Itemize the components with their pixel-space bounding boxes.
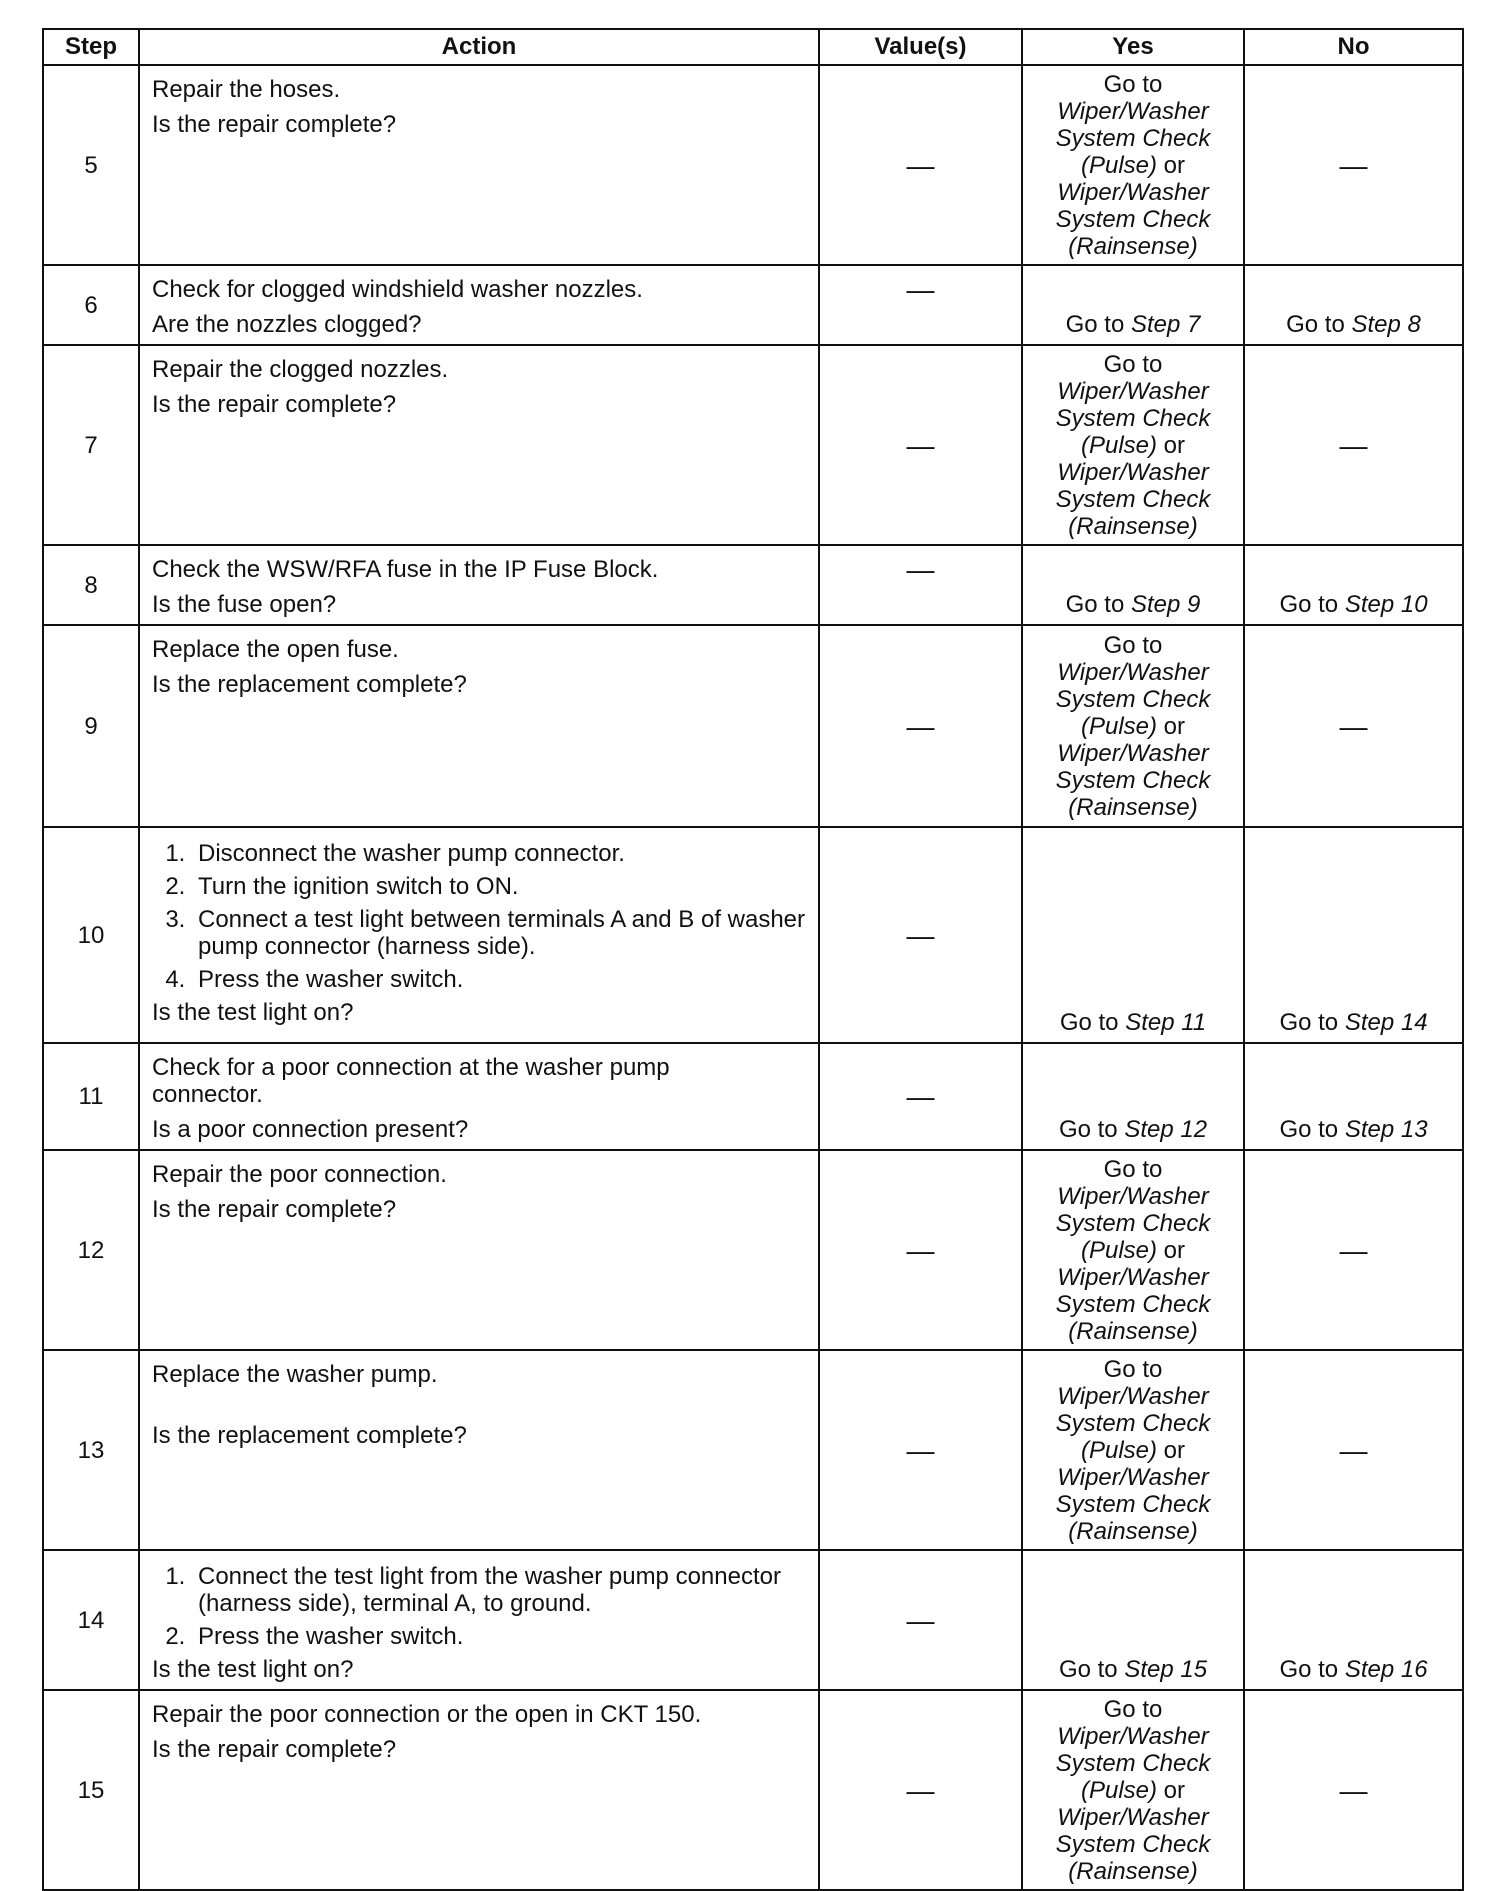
- goto-system-check: [1027, 1356, 1239, 1545]
- header-step: Step: [43, 29, 139, 65]
- goto-system-check: [1027, 1696, 1239, 1885]
- action-cell: [139, 1043, 819, 1150]
- goto-label: Go to: [1103, 1695, 1163, 1723]
- action-text: Check the WSW/RFA fuse in the IP Fuse Block.: [152, 556, 659, 583]
- value-cell: —: [819, 827, 1022, 1043]
- step-number: 10: [43, 827, 139, 1043]
- action-text: Repair the clogged nozzles.: [152, 356, 449, 383]
- goto-rainsense: (Rainsense): [1068, 793, 1198, 821]
- action-text: Repair the poor connection or the open in CKT 150.: [152, 1701, 702, 1728]
- step-number: 13: [43, 1350, 139, 1550]
- yes-cell: [1022, 827, 1244, 1043]
- no-cell: —: [1244, 1350, 1463, 1550]
- goto-system: System Check: [1055, 1209, 1211, 1237]
- goto-or: or: [1157, 431, 1186, 459]
- action-text: Repair the hoses.: [152, 76, 341, 103]
- goto-wiper: Wiper/Washer: [1057, 377, 1209, 405]
- action-list-item: 4. Press the washer switch.: [192, 966, 806, 993]
- action-cell: [139, 1550, 819, 1690]
- yes-cell: [1022, 65, 1244, 265]
- goto-system: System Check: [1055, 1409, 1211, 1437]
- no-cell: [1244, 1550, 1463, 1690]
- table-row: [43, 65, 1463, 265]
- action-question: Is the test light on?: [152, 1656, 354, 1683]
- action-cell: [139, 65, 819, 265]
- no-cell: [1244, 265, 1463, 345]
- table-row: [43, 1550, 1463, 1690]
- step-number: 8: [43, 545, 139, 625]
- action-cell: [139, 265, 819, 345]
- step-number: 9: [43, 625, 139, 827]
- yes-step-link: Step 9: [1130, 591, 1201, 618]
- diagnostic-table-container: [42, 28, 1462, 1891]
- goto-label: Go to: [1065, 311, 1131, 338]
- yes-cell: [1022, 265, 1244, 345]
- goto-wiper: Wiper/Washer: [1057, 178, 1209, 206]
- action-list-item: 1. Connect the test light from the washer pump connector (harness side), terminal A, to ground.: [192, 1563, 806, 1617]
- goto-label: Go to: [1103, 70, 1163, 98]
- goto-pulse: (Pulse): [1080, 431, 1157, 459]
- goto-system: System Check: [1055, 404, 1211, 432]
- goto-pulse: (Pulse): [1080, 151, 1157, 179]
- goto-or: or: [1157, 712, 1186, 740]
- yes-step-link: Step 7: [1130, 311, 1201, 338]
- goto-system: System Check: [1055, 766, 1211, 794]
- action-list-item: 3. Connect a test light between terminals A and B of washer pump connector (harness side).: [192, 906, 806, 960]
- action-text: Replace the washer pump.: [152, 1361, 438, 1388]
- header-row: [43, 29, 1463, 65]
- goto-label: Go to: [1279, 1656, 1345, 1683]
- no-step-link: Step 13: [1344, 1116, 1428, 1143]
- action-question: Are the nozzles clogged?: [152, 311, 422, 338]
- goto-label: Go to: [1286, 311, 1352, 338]
- table-row: [43, 545, 1463, 625]
- value-cell: —: [819, 345, 1022, 545]
- action-list: [152, 1563, 806, 1650]
- step-number: 14: [43, 1550, 139, 1690]
- action-cell: [139, 345, 819, 545]
- goto-pulse: (Pulse): [1080, 712, 1157, 740]
- goto-or: or: [1157, 1436, 1186, 1464]
- no-cell: —: [1244, 345, 1463, 545]
- table-row: [43, 827, 1463, 1043]
- action-cell: [139, 1350, 819, 1550]
- goto-system-check: [1027, 71, 1239, 260]
- table-row: [43, 1690, 1463, 1890]
- value-cell: —: [819, 65, 1022, 265]
- goto-wiper: Wiper/Washer: [1057, 1382, 1209, 1410]
- goto-label: Go to: [1103, 350, 1163, 378]
- yes-cell: [1022, 625, 1244, 827]
- goto-label: Go to: [1058, 1656, 1125, 1683]
- yes-step-link: Step 12: [1124, 1116, 1208, 1143]
- action-text: Check for a poor connection at the washer pump connector.: [152, 1054, 670, 1108]
- goto-rainsense: (Rainsense): [1068, 512, 1198, 540]
- value-cell: —: [819, 265, 1022, 345]
- yes-step-link: Step 15: [1124, 1656, 1208, 1683]
- table-row: [43, 345, 1463, 545]
- action-question: Is the repair complete?: [152, 1736, 397, 1763]
- goto-system-check: [1027, 632, 1239, 821]
- diagnostic-table: [42, 28, 1464, 1891]
- header-yes: Yes: [1022, 29, 1244, 65]
- value-cell: —: [819, 1350, 1022, 1550]
- no-cell: [1244, 827, 1463, 1043]
- no-cell: —: [1244, 65, 1463, 265]
- goto-rainsense: (Rainsense): [1068, 1317, 1198, 1345]
- no-cell: [1244, 545, 1463, 625]
- goto-label: Go to: [1065, 591, 1131, 618]
- action-cell: [139, 827, 819, 1043]
- goto-label: Go to: [1058, 1116, 1125, 1143]
- action-list-item: 1. Disconnect the washer pump connector.: [192, 840, 806, 867]
- action-text: Replace the open fuse.: [152, 636, 399, 663]
- goto-system: System Check: [1055, 685, 1211, 713]
- yes-cell: [1022, 1350, 1244, 1550]
- goto-wiper: Wiper/Washer: [1057, 1803, 1209, 1831]
- goto-wiper: Wiper/Washer: [1057, 739, 1209, 767]
- goto-system-check: [1027, 351, 1239, 540]
- goto-pulse: (Pulse): [1080, 1236, 1157, 1264]
- action-list-item: 2. Turn the ignition switch to ON.: [192, 873, 806, 900]
- yes-cell: [1022, 345, 1244, 545]
- step-number: 5: [43, 65, 139, 265]
- goto-wiper: Wiper/Washer: [1057, 1722, 1209, 1750]
- goto-pulse: (Pulse): [1080, 1776, 1157, 1804]
- goto-system: System Check: [1055, 1290, 1211, 1318]
- value-cell: —: [819, 1690, 1022, 1890]
- action-question: Is the fuse open?: [152, 591, 337, 618]
- action-cell: [139, 625, 819, 827]
- goto-or: or: [1157, 1236, 1186, 1264]
- value-cell: —: [819, 1150, 1022, 1350]
- yes-cell: [1022, 1690, 1244, 1890]
- action-question: Is a poor connection present?: [152, 1116, 469, 1143]
- goto-or: or: [1157, 151, 1186, 179]
- goto-rainsense: (Rainsense): [1068, 232, 1198, 260]
- goto-pulse: (Pulse): [1080, 1436, 1157, 1464]
- no-cell: —: [1244, 1690, 1463, 1890]
- no-step-link: Step 8: [1351, 311, 1421, 338]
- goto-wiper: Wiper/Washer: [1057, 658, 1209, 686]
- table-row: [43, 1150, 1463, 1350]
- step-number: 12: [43, 1150, 139, 1350]
- action-text: Check for clogged windshield washer nozzles.: [152, 276, 643, 303]
- value-cell: —: [819, 625, 1022, 827]
- action-question: Is the repair complete?: [152, 111, 397, 138]
- yes-cell: [1022, 1043, 1244, 1150]
- header-no: No: [1244, 29, 1463, 65]
- goto-label: Go to: [1103, 631, 1163, 659]
- action-question: Is the repair complete?: [152, 1196, 397, 1223]
- step-number: 11: [43, 1043, 139, 1150]
- no-step-link: Step 16: [1344, 1656, 1428, 1683]
- table-row: [43, 625, 1463, 827]
- yes-cell: [1022, 1550, 1244, 1690]
- no-step-link: Step 14: [1344, 1009, 1428, 1036]
- goto-wiper: Wiper/Washer: [1057, 97, 1209, 125]
- yes-step-link: Step 11: [1125, 1009, 1207, 1036]
- goto-system: System Check: [1055, 205, 1211, 233]
- action-cell: [139, 1150, 819, 1350]
- goto-label: Go to: [1103, 1355, 1163, 1383]
- action-question: Is the replacement complete?: [152, 671, 467, 698]
- goto-rainsense: (Rainsense): [1068, 1857, 1198, 1885]
- table-row: [43, 1043, 1463, 1150]
- action-list: [152, 840, 806, 993]
- header-values: Value(s): [819, 29, 1022, 65]
- action-question: Is the repair complete?: [152, 391, 397, 418]
- no-cell: [1244, 1043, 1463, 1150]
- goto-system: System Check: [1055, 1490, 1211, 1518]
- goto-or: or: [1157, 1776, 1186, 1804]
- step-number: 15: [43, 1690, 139, 1890]
- goto-label: Go to: [1279, 1116, 1345, 1143]
- goto-system-check: [1027, 1156, 1239, 1345]
- goto-wiper: Wiper/Washer: [1057, 458, 1209, 486]
- goto-label: Go to: [1279, 591, 1345, 618]
- goto-label: Go to: [1279, 1009, 1345, 1036]
- yes-cell: [1022, 545, 1244, 625]
- goto-wiper: Wiper/Washer: [1057, 1463, 1209, 1491]
- value-cell: —: [819, 1550, 1022, 1690]
- step-number: 7: [43, 345, 139, 545]
- goto-system: System Check: [1055, 124, 1211, 152]
- action-list-item: 2. Press the washer switch.: [192, 1623, 806, 1650]
- yes-cell: [1022, 1150, 1244, 1350]
- goto-wiper: Wiper/Washer: [1057, 1263, 1209, 1291]
- step-number: 6: [43, 265, 139, 345]
- goto-system: System Check: [1055, 485, 1211, 513]
- goto-rainsense: (Rainsense): [1068, 1517, 1198, 1545]
- table-row: [43, 1350, 1463, 1550]
- header-action: Action: [139, 29, 819, 65]
- value-cell: —: [819, 545, 1022, 625]
- action-text: Repair the poor connection.: [152, 1161, 447, 1188]
- action-cell: [139, 545, 819, 625]
- value-cell: —: [819, 1043, 1022, 1150]
- table-row: [43, 265, 1463, 345]
- goto-wiper: Wiper/Washer: [1057, 1182, 1209, 1210]
- action-question: Is the test light on?: [152, 999, 354, 1026]
- no-cell: —: [1244, 1150, 1463, 1350]
- action-question: Is the replacement complete?: [152, 1422, 467, 1449]
- no-step-link: Step 10: [1344, 591, 1428, 618]
- goto-system: System Check: [1055, 1830, 1211, 1858]
- goto-label: Go to: [1059, 1009, 1126, 1036]
- goto-system: System Check: [1055, 1749, 1211, 1777]
- no-cell: —: [1244, 625, 1463, 827]
- action-cell: [139, 1690, 819, 1890]
- goto-label: Go to: [1103, 1155, 1163, 1183]
